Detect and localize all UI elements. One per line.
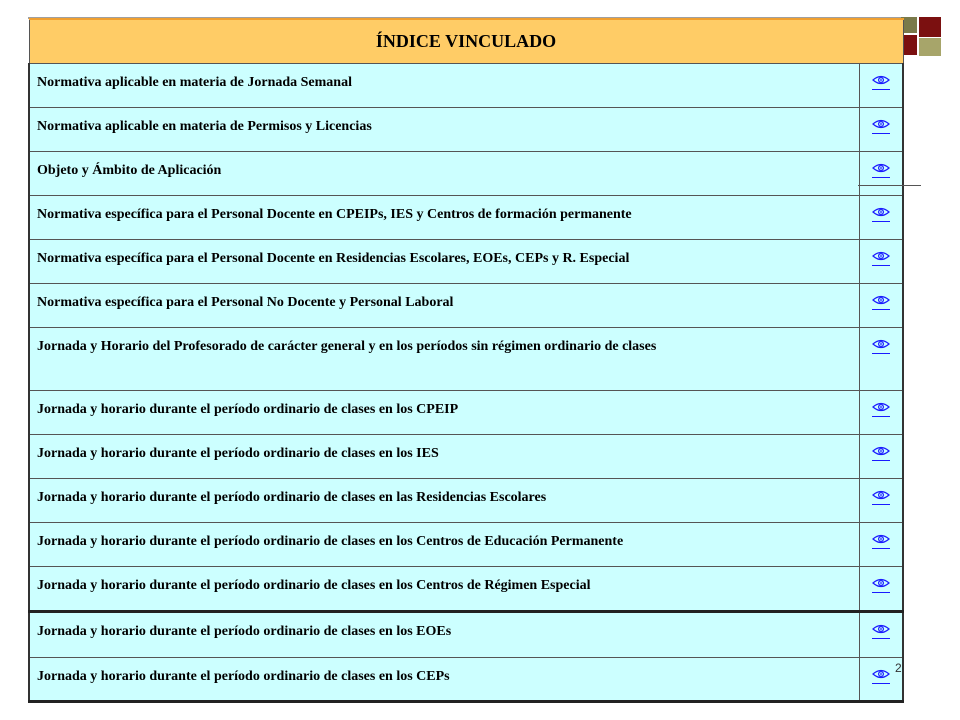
eye-icon[interactable] [872, 161, 890, 178]
index-row-link-cell [859, 479, 903, 523]
slide-number: 2 [895, 661, 902, 675]
index-row-label: Jornada y horario durante el período ordinario de clases en las Residencias Escolares [37, 490, 547, 505]
eye-icon[interactable] [872, 73, 890, 90]
index-row-label-cell [29, 567, 859, 612]
index-row [29, 284, 903, 328]
index-row-label-cell [29, 240, 859, 284]
index-row-label-cell [29, 328, 859, 391]
index-row-label-cell [29, 658, 859, 702]
index-row-label: Jornada y horario durante el período ordinario de clases en los CPEIP [37, 402, 459, 417]
index-row-link-cell [859, 567, 903, 612]
index-row [29, 328, 903, 391]
decor-square-olive-light [919, 38, 941, 56]
index-row [29, 479, 903, 523]
index-row-label-cell [29, 64, 859, 108]
index-row-label: Normativa aplicable en materia de Permisos y Licencias [37, 119, 372, 134]
index-row-label: Jornada y horario durante el período ordinario de clases en los IES [37, 446, 439, 461]
index-row-label: Jornada y horario durante el período ordinario de clases en los EOEs [37, 624, 452, 639]
index-row [29, 523, 903, 567]
index-row-label-cell [29, 152, 859, 196]
eye-icon[interactable] [872, 337, 890, 354]
index-row-label: Objeto y Ámbito de Aplicación [37, 163, 222, 178]
index-row-link-cell [859, 240, 903, 284]
index-row [29, 196, 903, 240]
index-row [29, 612, 903, 658]
eye-icon[interactable] [872, 205, 890, 222]
index-row-label: Normativa específica para el Personal Docente en CPEIPs, IES y Centros de formación permanente [37, 207, 632, 222]
index-row [29, 108, 903, 152]
index-row-label: Jornada y horario durante el período ordinario de clases en los CEPs [37, 669, 450, 684]
index-row [29, 152, 903, 196]
index-row-link-cell [859, 284, 903, 328]
index-row-label: Normativa específica para el Personal Docente en Residencias Escolares, EOEs, CEPs y R. Especial [37, 251, 630, 266]
index-row-link-cell [859, 612, 903, 658]
eye-icon[interactable] [872, 576, 890, 593]
index-title: ÍNDICE VINCULADO [29, 19, 903, 64]
eye-icon[interactable] [872, 488, 890, 505]
eye-icon[interactable] [872, 622, 890, 639]
index-row-label-cell [29, 612, 859, 658]
index-row-label-cell [29, 108, 859, 152]
index-row-link-cell [859, 108, 903, 152]
index-row [29, 64, 903, 108]
index-row-label-cell [29, 523, 859, 567]
index-row-label-cell [29, 479, 859, 523]
index-row-label: Jornada y horario durante el período ordinario de clases en los Centros de Régimen Especial [37, 578, 591, 593]
eye-icon[interactable] [872, 532, 890, 549]
side-divider-line [858, 185, 921, 186]
index-row [29, 391, 903, 435]
index-row-link-cell [859, 328, 903, 391]
index-row-label: Jornada y horario durante el período ordinario de clases en los Centros de Educación Permanente [37, 534, 624, 549]
index-row-link-cell [859, 435, 903, 479]
index-row-label: Jornada y Horario del Profesorado de carácter general y en los períodos sin régimen ordinario de clases [37, 339, 657, 354]
index-row-link-cell [859, 64, 903, 108]
index-row [29, 435, 903, 479]
eye-icon[interactable] [872, 667, 890, 684]
index-row-link-cell [859, 523, 903, 567]
index-row-link-cell [859, 196, 903, 240]
index-row-link-cell [859, 391, 903, 435]
eye-icon[interactable] [872, 117, 890, 134]
index-row-label-cell [29, 284, 859, 328]
index-row-label: Normativa específica para el Personal No Docente y Personal Laboral [37, 295, 454, 310]
index-row [29, 567, 903, 612]
index-row-label-cell [29, 391, 859, 435]
index-row [29, 658, 903, 702]
index-row-label-cell [29, 196, 859, 240]
eye-icon[interactable] [872, 293, 890, 310]
index-row-label-cell [29, 435, 859, 479]
eye-icon[interactable] [872, 400, 890, 417]
eye-icon[interactable] [872, 249, 890, 266]
eye-icon[interactable] [872, 444, 890, 461]
index-row-link-cell [859, 152, 903, 196]
decor-square-red-top [919, 17, 941, 37]
index-row-label: Normativa aplicable en materia de Jornada Semanal [37, 75, 352, 90]
linked-index-table [28, 18, 904, 703]
index-row [29, 240, 903, 284]
